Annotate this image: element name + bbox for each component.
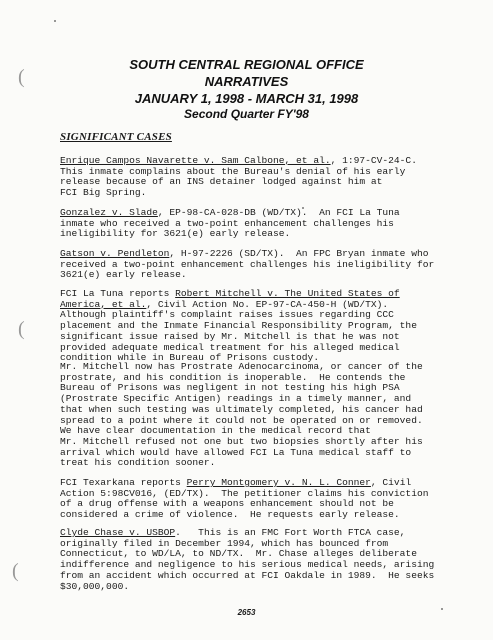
case-name: Robert Mitchell v. The United States of	[175, 288, 400, 299]
section-title: SIGNIFICANT CASES	[60, 131, 172, 143]
case-paragraph: Enrique Campos Navarette v. Sam Calbone, et al., 1:97-CV-24-C. This inmate complains about the Bureau's denial of his early release because of an INS detainer lodged against him at FCI Big Spring.	[60, 155, 417, 199]
case-name: Enrique Campos Navarette v. Sam Calbone, et al.	[60, 155, 331, 166]
scan-speck	[54, 20, 56, 22]
case-paragraph: Gonzalez v. Slade, EP-98-CA-028-DB (WD/TX). An FCI La Tuna inmate who received a two-point enhancement challenges his ineligibility for 3621(e) early release.	[60, 207, 400, 240]
case-name: Clyde Chase v. USBOP	[60, 527, 176, 538]
margin-mark: (	[18, 66, 25, 88]
document-title: NARRATIVES	[204, 74, 289, 89]
page-number: 2653	[237, 608, 256, 617]
case-paragraph: FCI Texarkana reports Perry Montgomery v. N. L. Conner, Civil Action 5:98CV016, (ED/TX). The petitioner claims his conviction of a drug offense with a weapons enhancement should not be considered a crime of violence. He requests early release.	[60, 477, 429, 521]
quarter-label: Second Quarter FY'98	[184, 107, 309, 121]
office-title: SOUTH CENTRAL REGIONAL OFFICE	[129, 57, 364, 72]
case-paragraph: FCI La Tuna reports Robert Mitchell v. The United States of America, et al., Civil Action No. EP-97-CA-450-H (WD/TX). Although plaintiff's complaint raises issues regarding CCC placement and the Inmate Financial Responsibility Program, the significant issue raised by Mr. Mitchell is that he was not provided adequate medical treatment for his alleged medical condition while in Bureau of Prisons custody.	[60, 288, 417, 364]
case-paragraph: Mr. Mitchell now has Prostrate Adenocarcinoma, or cancer of the prostrate, and his condition is inoperable. He contends the Bureau of Prisons was negligent in not testing his high PSA (Prostrate Specific Antigen) readings in a timely manner, and that when such testing was ultimately completed, his cancer had spread to a point where it could not be operated on or removed. We have clear documentation in the medical record that Mr. Mitchell refused not one but two biopsies shortly after his arrival which would have allowed FCI La Tuna medical staff to treat his condition sooner.	[60, 361, 423, 469]
case-paragraph: Clyde Chase v. USBOP. This is an FMC Fort Worth FTCA case, originally filed in December 1994, which has bounced from Connecticut, to WD/LA, to ND/TX. Mr. Chase alleges deliberate indifference and negligence to his serious medical needs, arising from an accident which occurred at FCI Oakdale in 1989. He seeks $30,000,000.	[60, 527, 435, 592]
case-name: Gatson v. Pendleton	[60, 248, 170, 259]
case-name: Gonzalez v. Slade	[60, 207, 158, 218]
date-range: JANUARY 1, 1998 - MARCH 31, 1998	[134, 91, 359, 106]
case-name-cont: America, et al.	[60, 298, 147, 310]
case-name: Perry Montgomery v. N. L. Conner	[186, 477, 371, 488]
case-paragraph: Gatson v. Pendleton, H-97-2226 (SD/TX). An FPC Bryan inmate who received a two-point enhancement challenges his ineligibility for 3621(e) early release.	[60, 248, 435, 281]
margin-mark: (	[12, 560, 19, 582]
margin-mark: (	[18, 318, 25, 340]
